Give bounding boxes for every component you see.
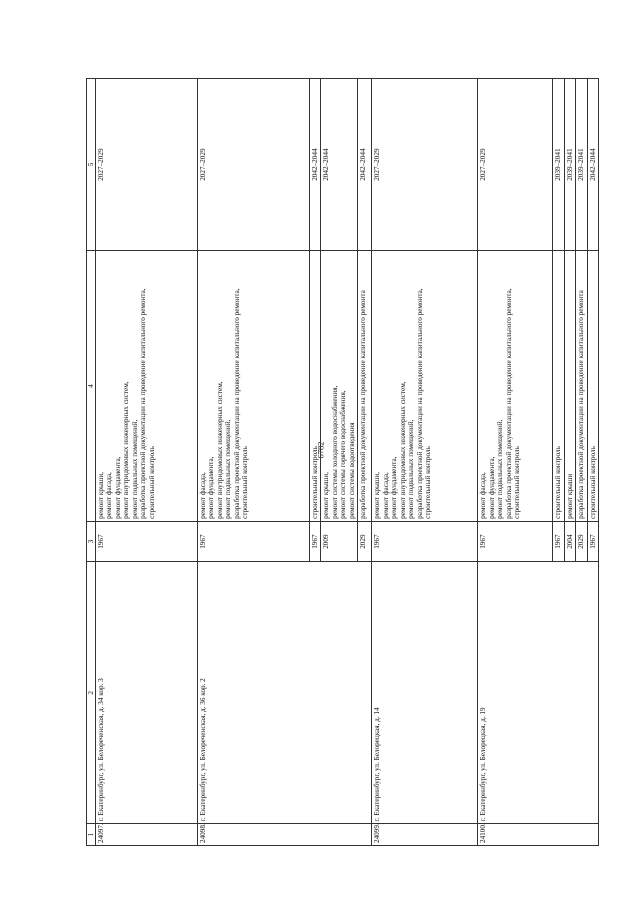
period-cell: 2042–2044 bbox=[310, 79, 321, 251]
work-types-cell: строительный контроль bbox=[587, 251, 598, 522]
period-cell: 2039–2041 bbox=[564, 79, 575, 251]
row-number: 24099. bbox=[372, 824, 478, 846]
work-types-cell: ремонт крыши bbox=[564, 251, 575, 522]
row-number: 24100. bbox=[478, 824, 599, 846]
table-body bbox=[96, 79, 599, 846]
address-cell: г. Екатеринбург, ул. Белореченская, д. 34 кор. 3 bbox=[96, 562, 198, 824]
table-row bbox=[96, 79, 198, 846]
work-types-cell: ремонт фасада, ремонт фундамента, ремонт внутридомовых инженерных систем, ремонт подвальных помещений, разработка проектной документации на проведение капитального ремонта, строительный контроль bbox=[198, 251, 310, 522]
table-row bbox=[372, 79, 478, 846]
header-cell: 1 bbox=[87, 824, 96, 846]
repair-schedule-table bbox=[86, 78, 599, 846]
year-cell: 1967 bbox=[478, 521, 553, 562]
page-number: 6782 bbox=[315, 441, 326, 459]
period-cell: 2039–2041 bbox=[576, 79, 587, 251]
header-row bbox=[87, 79, 96, 846]
year-cell: 1967 bbox=[198, 521, 310, 562]
period-cell: 2042–2044 bbox=[587, 79, 598, 251]
period-cell: 2027–2029 bbox=[478, 79, 553, 251]
year-cell: 2004 bbox=[564, 521, 575, 562]
address-cell: г. Екатеринбург, ул. Белорецкая, д. 19 bbox=[478, 562, 599, 824]
period-cell: 2042–2044 bbox=[321, 79, 358, 251]
header-cell: 5 bbox=[87, 79, 96, 251]
year-cell: 1967 bbox=[96, 521, 198, 562]
row-number: 24097. bbox=[96, 824, 198, 846]
header-cell: 3 bbox=[87, 521, 96, 562]
period-cell: 2042–2044 bbox=[358, 79, 372, 251]
work-types-cell: строительный контроль bbox=[310, 251, 321, 522]
rotated-table-container bbox=[86, 78, 616, 846]
header-cell: 4 bbox=[87, 251, 96, 522]
work-types-cell: ремонт крыши, ремонт фасада, ремонт фундамента, ремонт внутридомовых инженерных систем, ремонт подвальных помещений, разработка проектной документации на проведение капитального ремонта, строительный контроль bbox=[372, 251, 478, 522]
work-types-cell: ремонт крыши, ремонт фасада, ремонт фундамента, ремонт внутридомовых инженерных систем, ремонт подвальных помещений, разработка проектной документации на проведение капитального ремонта, строительный контроль bbox=[96, 251, 198, 522]
year-cell: 1967 bbox=[587, 521, 598, 562]
year-cell: 1967 bbox=[310, 521, 321, 562]
work-types-cell: разработка проектной документации на проведение капитального ремонта bbox=[358, 251, 372, 522]
year-cell: 2009 bbox=[321, 521, 358, 562]
period-cell: 2027–2029 bbox=[96, 79, 198, 251]
header-cell: 2 bbox=[87, 562, 96, 824]
work-types-cell: разработка проектной документации на проведение капитального ремонта bbox=[576, 251, 587, 522]
work-types-cell: ремонт крыши, ремонт системы холодного водоснабжения, ремонт системы горячего водоснабжения, ремонт системы водоотведения bbox=[321, 251, 358, 522]
table-row bbox=[478, 79, 553, 846]
year-cell: 1967 bbox=[372, 521, 478, 562]
work-types-cell: строительный контроль bbox=[553, 251, 564, 522]
table-row bbox=[198, 79, 310, 846]
period-cell: 2027–2029 bbox=[372, 79, 478, 251]
year-cell: 2029 bbox=[358, 521, 372, 562]
row-number: 24098. bbox=[198, 824, 372, 846]
year-cell: 2029 bbox=[576, 521, 587, 562]
address-cell: г. Екатеринбург, ул. Белореченская, д. 36 кор. 2 bbox=[198, 562, 372, 824]
period-cell: 2039–2041 bbox=[553, 79, 564, 251]
period-cell: 2027–2029 bbox=[198, 79, 310, 251]
work-types-cell: ремонт фасада, ремонт фундамента, ремонт подвальных помещений, разработка проектной документации на проведение капитального ремонта, строительный контроль bbox=[478, 251, 553, 522]
address-cell: г. Екатеринбург, ул. Белорецкая, д. 14 bbox=[372, 562, 478, 824]
year-cell: 1967 bbox=[553, 521, 564, 562]
